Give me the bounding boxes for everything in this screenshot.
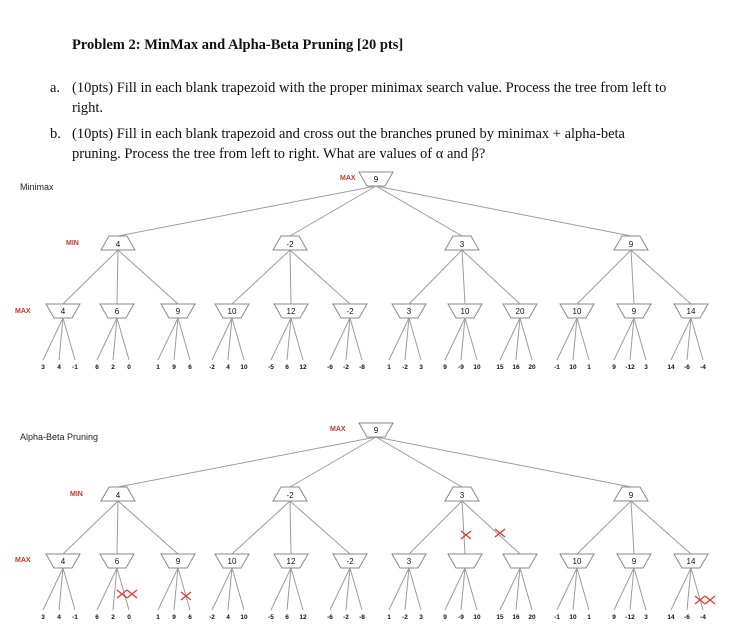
edge-root-min bbox=[118, 186, 376, 236]
edge-min-max bbox=[462, 501, 520, 554]
min-level-label: MIN bbox=[66, 240, 79, 247]
leaf-22: 9 bbox=[443, 364, 447, 371]
edge-root-min bbox=[290, 437, 376, 487]
leaf-2: 4 bbox=[57, 614, 61, 621]
root-max-label: MAX bbox=[330, 426, 346, 433]
edge-min-max bbox=[118, 250, 178, 304]
edge-min-max bbox=[63, 501, 118, 554]
prune-mark-3 bbox=[181, 592, 191, 600]
edge-min-max bbox=[290, 250, 291, 304]
prune-mark-1 bbox=[117, 590, 127, 598]
max-node-2 bbox=[100, 304, 134, 318]
leaf-32: -12 bbox=[625, 364, 635, 371]
min-node-2 bbox=[273, 236, 307, 250]
min-node-2-value: -2 bbox=[286, 491, 294, 500]
max-node-5 bbox=[274, 304, 308, 318]
leaf-26: 16 bbox=[512, 364, 520, 371]
edge-min-max bbox=[409, 250, 462, 304]
leaf-15: 12 bbox=[299, 364, 307, 371]
edge-max-leaf bbox=[520, 568, 532, 610]
leaf-25: 15 bbox=[496, 614, 504, 621]
max-node-7 bbox=[392, 304, 426, 318]
min-node-3-value: 3 bbox=[459, 491, 465, 500]
leaf-28: -1 bbox=[554, 364, 560, 371]
root-node bbox=[359, 423, 393, 437]
leaf-24: 10 bbox=[473, 364, 481, 371]
edge-max-leaf bbox=[409, 318, 421, 360]
leaf-16: -6 bbox=[327, 614, 333, 621]
max-node-10 bbox=[560, 304, 594, 318]
tree-minimax bbox=[15, 172, 708, 371]
max-node-6-value: -2 bbox=[346, 557, 354, 566]
max-node-5 bbox=[274, 554, 308, 568]
max-node-9 bbox=[503, 304, 537, 318]
min-node-4-value: 9 bbox=[628, 240, 634, 249]
max-node-3 bbox=[161, 304, 195, 318]
edge-root-min bbox=[376, 186, 631, 236]
leaf-27: 20 bbox=[528, 364, 536, 371]
leaf-20: -2 bbox=[402, 614, 408, 621]
leaf-29: 10 bbox=[569, 614, 577, 621]
leaf-12: 10 bbox=[240, 364, 248, 371]
max-node-10-value: 10 bbox=[572, 307, 582, 316]
max-node-6 bbox=[333, 554, 367, 568]
leaf-8: 9 bbox=[172, 364, 176, 371]
min-node-3-value: 3 bbox=[459, 240, 465, 249]
edge-root-min bbox=[376, 437, 462, 487]
edge-min-max bbox=[631, 501, 691, 554]
part-b-text: (10pts) Fill in each blank trapezoid and cross out the branches pruned by minimax + alpha-beta pruning. Process the tree from left to right. What are values of α and β? bbox=[72, 126, 625, 162]
edge-min-max bbox=[631, 250, 634, 304]
max-node-4-value: 10 bbox=[227, 307, 237, 316]
min-node-4-value: 9 bbox=[628, 491, 634, 500]
leaf-23: -9 bbox=[458, 364, 464, 371]
leaf-33: 3 bbox=[644, 614, 648, 621]
edge-max-leaf bbox=[291, 568, 303, 610]
leaf-13: -5 bbox=[268, 614, 274, 621]
max-node-11 bbox=[617, 304, 651, 318]
edge-min-max bbox=[577, 501, 631, 554]
max-node-7 bbox=[392, 554, 426, 568]
min-level-label: MIN bbox=[70, 491, 83, 498]
leaf-6: 0 bbox=[127, 364, 131, 371]
part-a-label: a. bbox=[50, 80, 61, 96]
leaf-1: 3 bbox=[41, 364, 45, 371]
leaf-36: -4 bbox=[700, 364, 706, 371]
max-node-2-value: 6 bbox=[114, 557, 120, 566]
tree-minimax-edges bbox=[43, 186, 703, 360]
max-level-label: MAX bbox=[15, 557, 31, 564]
min-node-4 bbox=[614, 236, 648, 250]
edge-max-leaf bbox=[117, 318, 129, 360]
max-node-4 bbox=[215, 304, 249, 318]
max-node-8 bbox=[448, 554, 482, 568]
max-node-1 bbox=[46, 554, 80, 568]
prune-mark-4 bbox=[461, 531, 471, 539]
leaf-5: 2 bbox=[111, 614, 115, 621]
max-node-12-value: 14 bbox=[686, 557, 696, 566]
tree-alphabeta-label: Alpha-Beta Pruning bbox=[20, 432, 99, 442]
max-node-4-value: 10 bbox=[227, 557, 237, 566]
max-node-12 bbox=[674, 304, 708, 318]
prune-mark-7 bbox=[705, 596, 715, 604]
max-node-2 bbox=[100, 554, 134, 568]
leaf-31: 9 bbox=[612, 614, 616, 621]
leaf-23: -9 bbox=[458, 614, 464, 621]
leaf-14: 6 bbox=[285, 614, 289, 621]
max-node-11-value: 9 bbox=[631, 307, 637, 316]
max-node-1-value: 4 bbox=[60, 557, 66, 566]
edge-min-max bbox=[232, 250, 290, 304]
problem-title: Problem 2: MinMax and Alpha-Beta Pruning [20 pts] bbox=[72, 37, 404, 53]
leaf-8: 9 bbox=[172, 614, 176, 621]
edge-max-leaf bbox=[117, 568, 129, 610]
max-node-6-value: -2 bbox=[346, 307, 354, 316]
max-node-3-value: 9 bbox=[175, 557, 181, 566]
edge-max-leaf bbox=[691, 318, 703, 360]
leaf-9: 6 bbox=[188, 364, 192, 371]
edge-min-max bbox=[577, 250, 631, 304]
root-max-label: MAX bbox=[340, 175, 356, 182]
leaf-34: 14 bbox=[667, 364, 675, 371]
edge-min-max bbox=[631, 501, 634, 554]
max-node-4 bbox=[215, 554, 249, 568]
max-node-2-value: 6 bbox=[114, 307, 120, 316]
leaf-28: -1 bbox=[554, 614, 560, 621]
edge-max-leaf bbox=[232, 318, 244, 360]
edge-max-leaf bbox=[634, 568, 646, 610]
edge-min-max bbox=[462, 250, 465, 304]
max-node-9 bbox=[503, 554, 537, 568]
leaf-11: 4 bbox=[226, 614, 230, 621]
prune-mark-2 bbox=[127, 590, 137, 598]
max-node-1 bbox=[46, 304, 80, 318]
leaf-2: 4 bbox=[57, 364, 61, 371]
leaf-22: 9 bbox=[443, 614, 447, 621]
leaf-29: 10 bbox=[569, 364, 577, 371]
leaf-19: 1 bbox=[387, 364, 391, 371]
edge-root-min bbox=[376, 437, 631, 487]
edge-root-min bbox=[376, 186, 462, 236]
edge-max-leaf bbox=[465, 568, 477, 610]
min-node-2 bbox=[273, 487, 307, 501]
prune-mark-6 bbox=[695, 596, 705, 604]
leaf-36: -4 bbox=[700, 614, 706, 621]
max-node-10-value: 10 bbox=[572, 557, 582, 566]
min-node-1-value: 4 bbox=[115, 491, 121, 500]
leaf-19: 1 bbox=[387, 614, 391, 621]
tree-alphabeta bbox=[15, 423, 715, 621]
leaf-32: -12 bbox=[625, 614, 635, 621]
leaf-17: -2 bbox=[343, 614, 349, 621]
min-node-1 bbox=[101, 487, 135, 501]
edge-max-leaf bbox=[691, 568, 703, 610]
leaf-14: 6 bbox=[285, 364, 289, 371]
leaf-4: 6 bbox=[95, 364, 99, 371]
min-node-2-value: -2 bbox=[286, 240, 294, 249]
edge-min-max bbox=[462, 250, 520, 304]
edge-max-leaf bbox=[577, 318, 589, 360]
leaf-4: 6 bbox=[95, 614, 99, 621]
edge-root-min bbox=[118, 437, 376, 487]
edge-min-max bbox=[631, 250, 691, 304]
tree-alphabeta-edges bbox=[43, 437, 703, 610]
edge-min-max bbox=[117, 501, 118, 554]
edge-max-leaf bbox=[178, 318, 190, 360]
tree-minimax-label: Minimax bbox=[20, 182, 54, 192]
min-node-3 bbox=[445, 487, 479, 501]
edge-root-min bbox=[290, 186, 376, 236]
part-a-text: (10pts) Fill in each blank trapezoid with the proper minimax search value. Process the tree from left to right. bbox=[72, 80, 667, 116]
edge-max-leaf bbox=[577, 568, 589, 610]
leaf-15: 12 bbox=[299, 614, 307, 621]
edge-min-max bbox=[409, 501, 462, 554]
max-node-7-value: 3 bbox=[406, 307, 412, 316]
edge-max-leaf bbox=[232, 568, 244, 610]
edge-max-leaf bbox=[409, 568, 421, 610]
leaf-34: 14 bbox=[667, 614, 675, 621]
max-node-7-value: 3 bbox=[406, 557, 412, 566]
leaf-35: -6 bbox=[684, 614, 690, 621]
max-node-12-value: 14 bbox=[686, 307, 696, 316]
max-node-6 bbox=[333, 304, 367, 318]
leaf-30: 1 bbox=[587, 364, 591, 371]
leaf-5: 2 bbox=[111, 364, 115, 371]
min-node-3 bbox=[445, 236, 479, 250]
min-node-1 bbox=[101, 236, 135, 250]
max-node-9-shape bbox=[503, 554, 537, 568]
max-node-5-value: 12 bbox=[286, 557, 296, 566]
leaf-31: 9 bbox=[612, 364, 616, 371]
leaf-12: 10 bbox=[240, 614, 248, 621]
min-node-4 bbox=[614, 487, 648, 501]
max-node-5-value: 12 bbox=[286, 307, 296, 316]
max-node-8 bbox=[448, 304, 482, 318]
max-node-11 bbox=[617, 554, 651, 568]
root-node bbox=[359, 172, 393, 186]
edge-min-max bbox=[63, 250, 118, 304]
edge-min-max bbox=[290, 501, 291, 554]
edge-max-leaf bbox=[465, 318, 477, 360]
leaf-26: 16 bbox=[512, 614, 520, 621]
leaf-35: -6 bbox=[684, 364, 690, 371]
leaf-18: -8 bbox=[359, 614, 365, 621]
leaf-6: 0 bbox=[127, 614, 131, 621]
max-node-3-value: 9 bbox=[175, 307, 181, 316]
leaf-33: 3 bbox=[644, 364, 648, 371]
edge-max-leaf bbox=[63, 318, 75, 360]
edge-max-leaf bbox=[520, 318, 532, 360]
max-node-12 bbox=[674, 554, 708, 568]
leaf-27: 20 bbox=[528, 614, 536, 621]
edge-min-max bbox=[290, 501, 350, 554]
max-level-label: MAX bbox=[15, 308, 31, 315]
leaf-25: 15 bbox=[496, 364, 504, 371]
leaf-7: 1 bbox=[156, 364, 160, 371]
leaf-3: -1 bbox=[72, 364, 78, 371]
leaf-24: 10 bbox=[473, 614, 481, 621]
leaf-11: 4 bbox=[226, 364, 230, 371]
leaf-3: -1 bbox=[72, 614, 78, 621]
max-node-10 bbox=[560, 554, 594, 568]
max-node-1-value: 4 bbox=[60, 307, 66, 316]
leaf-17: -2 bbox=[343, 364, 349, 371]
leaf-9: 6 bbox=[188, 614, 192, 621]
max-node-11-value: 9 bbox=[631, 557, 637, 566]
max-node-3 bbox=[161, 554, 195, 568]
leaf-18: -8 bbox=[359, 364, 365, 371]
edge-min-max bbox=[118, 501, 178, 554]
leaf-21: 3 bbox=[419, 614, 423, 621]
max-node-8-value: 10 bbox=[460, 307, 470, 316]
leaf-10: -2 bbox=[209, 614, 215, 621]
leaf-16: -6 bbox=[327, 364, 333, 371]
root-node-value: 9 bbox=[373, 175, 379, 184]
max-node-9-value: 20 bbox=[515, 307, 525, 316]
leaf-13: -5 bbox=[268, 364, 274, 371]
leaf-20: -2 bbox=[402, 364, 408, 371]
max-node-8-shape bbox=[448, 554, 482, 568]
edge-max-leaf bbox=[291, 318, 303, 360]
root-node-value: 9 bbox=[373, 426, 379, 435]
part-b-label: b. bbox=[50, 126, 61, 142]
edge-max-leaf bbox=[350, 318, 362, 360]
leaf-30: 1 bbox=[587, 614, 591, 621]
edge-min-max bbox=[462, 501, 465, 554]
min-node-1-value: 4 bbox=[115, 240, 121, 249]
edge-max-leaf bbox=[350, 568, 362, 610]
edge-max-leaf bbox=[178, 568, 190, 610]
leaf-7: 1 bbox=[156, 614, 160, 621]
leaf-1: 3 bbox=[41, 614, 45, 621]
edge-max-leaf bbox=[63, 568, 75, 610]
edge-min-max bbox=[117, 250, 118, 304]
edge-min-max bbox=[232, 501, 290, 554]
leaf-10: -2 bbox=[209, 364, 215, 371]
edge-min-max bbox=[290, 250, 350, 304]
leaf-21: 3 bbox=[419, 364, 423, 371]
edge-max-leaf bbox=[634, 318, 646, 360]
